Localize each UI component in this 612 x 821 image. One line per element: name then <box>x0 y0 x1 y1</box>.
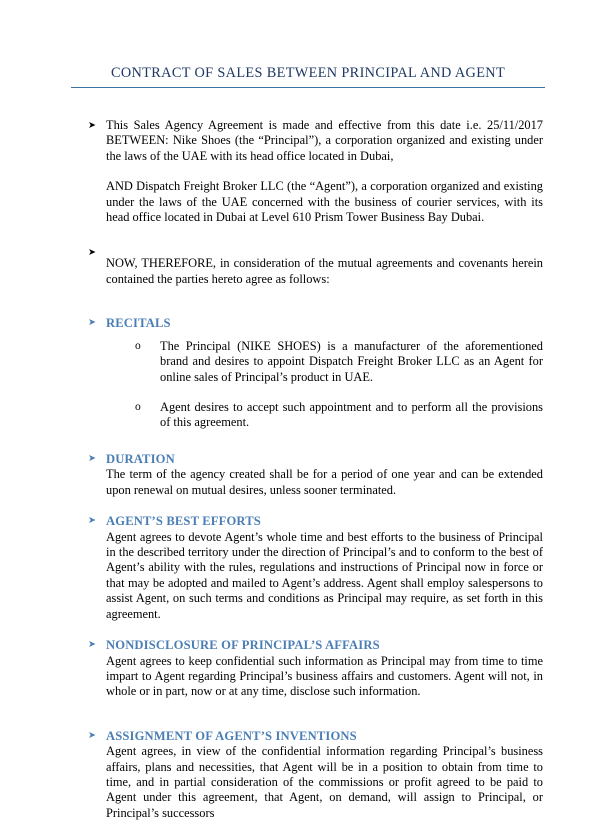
section-heading-nondisclosure: NONDISCLOSURE OF PRINCIPAL’S AFFAIRS <box>106 638 380 653</box>
arrow-bullet-icon: ➤ <box>88 247 96 259</box>
document-title-block <box>71 64 545 88</box>
arrow-bullet-icon: ➤ <box>88 317 96 329</box>
section-body-agents-best-efforts: Agent agrees to devote Agent’s whole time and best efforts to the business of Principal in the described territory under the direction of Principal’s and to conform to the best of Agent’s ability with the rules, regulations and instructions of Principal now in force or that may be adopted and mailed to Agent’s address. Agent shall employ salespersons to assist Agent, on such terms and conditions as Principal may require, as set forth in this agreement. <box>106 529 543 621</box>
spacer <box>0 287 612 315</box>
spacer <box>0 498 612 513</box>
recitals-item-1 <box>0 339 612 385</box>
arrow-bullet-icon: ➤ <box>88 639 96 651</box>
arrow-bullet-icon: ➤ <box>88 452 96 464</box>
spacer <box>0 431 612 451</box>
title-divider <box>71 87 545 88</box>
spacer <box>0 700 612 728</box>
section-body-nondisclosure: Agent agrees to keep confidential such information as Principal may from time to time impart to Agent regarding Principal’s business affairs and customers. Agent will not, in whole or in part, now or at any time, disclose such information. <box>106 653 543 699</box>
spacer <box>0 164 612 179</box>
recitals-item-2 <box>0 400 612 431</box>
arrow-bullet-icon: ➤ <box>88 515 96 527</box>
section-heading-agents-best-efforts: AGENT’S BEST EFFORTS <box>106 514 261 529</box>
section-heading-duration: DURATION <box>106 451 175 466</box>
intro-clause-continued <box>0 179 612 225</box>
arrow-bullet-icon: ➤ <box>88 120 96 131</box>
spacer <box>0 385 612 400</box>
page-title: CONTRACT OF SALES BETWEEN PRINCIPAL AND AGENT <box>110 65 506 81</box>
now-therefore-paragraph: NOW, THEREFORE, in consideration of the mutual agreements and covenants herein contained the parties hereto agree as follows: <box>106 256 543 286</box>
document-body <box>0 118 612 821</box>
circle-bullet-icon: o <box>135 339 141 352</box>
section-assignment-of-inventions <box>0 728 612 821</box>
section-heading-assignment-of-inventions: ASSIGNMENT OF AGENT’S INVENTIONS <box>106 728 357 743</box>
recitals-item-2-text: Agent desires to accept such appointment and to perform all the provisions of this agreement. <box>160 399 543 430</box>
section-body-duration: The term of the agency created shall be for a period of one year and can be extended upon renewal on mutual desires, unless sooner terminated. <box>106 467 543 497</box>
spacer <box>0 332 612 339</box>
section-duration <box>0 451 612 498</box>
section-body-assignment-of-inventions: Agent agrees, in view of the confidential information regarding Principal’s business affairs, plans and necessities, that Agent will be in a position to obtain from time to time, and in partial consideration of the commissions or profit agreed to be paid to Agent under this agreement, that Agent, on demand, will assign to Principal, or Principal’s successors <box>106 744 543 820</box>
intro-clause <box>0 118 612 164</box>
circle-bullet-icon: o <box>135 400 141 413</box>
section-heading-recitals: RECITALS <box>106 316 171 331</box>
section-agents-best-efforts <box>0 513 612 622</box>
section-recitals <box>0 315 612 332</box>
section-nondisclosure <box>0 637 612 700</box>
intro-paragraph-2: AND Dispatch Freight Broker LLC (the “Agent”), a corporation organized and existing under the laws of the UAE concerned with the business of courier services, with its head office located in Dubai at Level 610 Prism Tower Business Bay Dubai. <box>106 179 543 225</box>
spacer <box>0 225 612 245</box>
spacer <box>0 622 612 637</box>
intro-paragraph-1: This Sales Agency Agreement is made and effective from this date i.e. 25/11/2017 BETWEEN: Nike Shoes (the “Principal”), a corporation organized and existing under the laws of the UAE with its head office located in Dubai, <box>106 118 543 163</box>
recitals-item-1-text: The Principal (NIKE SHOES) is a manufacturer of the aforementioned brand and desires to appoint Dispatch Freight Broker LLC as an Agent for online sales of Principal’s product in UAE. <box>160 338 543 384</box>
now-therefore-body <box>0 256 612 287</box>
arrow-bullet-icon: ➤ <box>88 729 96 741</box>
